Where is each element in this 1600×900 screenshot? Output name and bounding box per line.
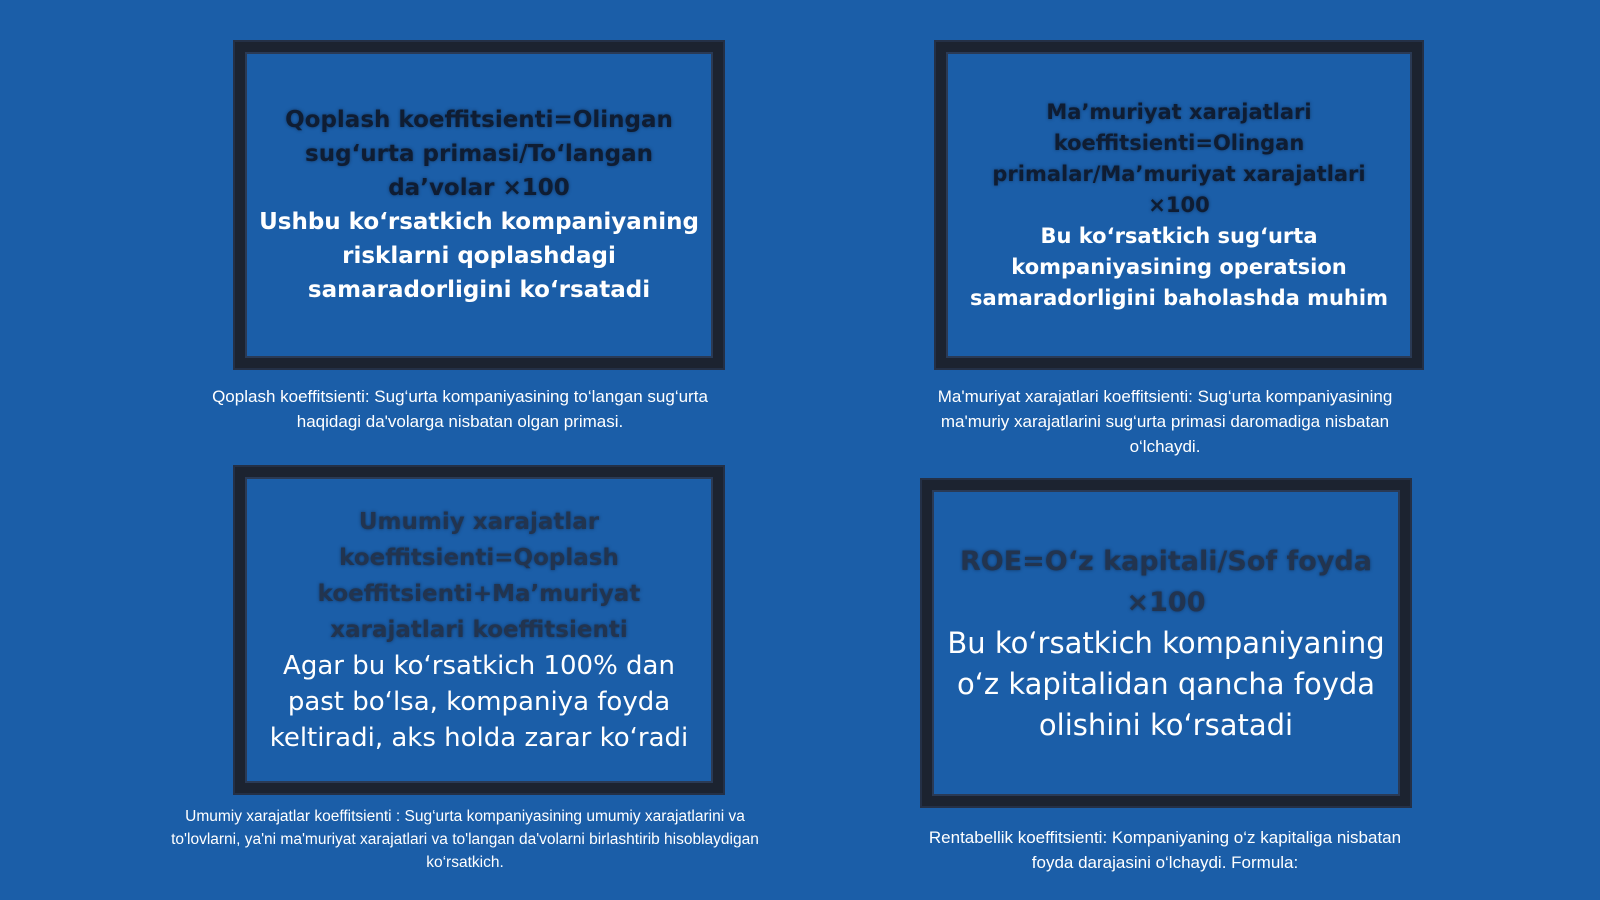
ratio-card-coverage: [235, 42, 723, 368]
admin-expenses-caption: Ma'muriyat xarajatlari koeffitsienti: Sug‘urta kompaniyasining ma'muriy xarajatlarini sug‘urta primasi daromadiga nisbatan o‘lchaydi.: [937, 387, 1393, 456]
admin-expenses-formula: Ma’muriyat xarajatlari koeffitsienti=Olingan primalar/Ma’muriyat xarajatlari ×100: [992, 99, 1366, 217]
roe-formula: ROE=O‘z kapitali/Sof foyda ×100: [960, 545, 1372, 618]
ratio-card-total-expenses: [235, 467, 723, 793]
roe-description: Bu ko‘rsatkich kompaniyaning o‘z kapitalidan qancha foyda olishini ko‘rsatadi: [947, 625, 1385, 742]
roe-caption: Rentabellik koeffitsienti: Kompaniyaning o‘z kapitaliga nisbatan foyda darajasini o‘lchaydi. Formula:: [928, 828, 1402, 872]
coverage-formula: Qoplash koeffitsienti=Olingan sug‘urta primasi/To‘langan da’volar ×100: [285, 107, 673, 201]
coverage-description: Ushbu ko‘rsatkich kompaniyaning risklarni qoplashdagi samaradorligini ko‘rsatadi: [259, 209, 699, 303]
ratio-card-roe: [922, 480, 1410, 806]
ratio-card-admin-expenses: [936, 42, 1422, 368]
total-expenses-caption: Umumiy xarajatlar koeffitsienti : Sug‘urta kompaniyasining umumiy xarajatlarini va to'lovlarni, ya'ni ma'muriyat xarajatlari va to'langan da'volarni birlashtirib hisoblaydigan ko‘rsatkich.: [171, 808, 759, 871]
total-expenses-formula: Umumiy xarajatlar koeffitsienti=Qoplash koeffitsienti+Ma’muriyat xarajatlari koeffitsienti: [317, 509, 641, 643]
total-expenses-description: Agar bu ko‘rsatkich 100% dan past bo‘lsa, kompaniya foyda keltiradi, aks holda zarar ko‘radi: [269, 651, 689, 753]
admin-expenses-description: Bu ko‘rsatkich sug‘urta kompaniyasining operatsion samaradorligini baholashda muhim: [970, 223, 1388, 310]
coverage-caption: Qoplash koeffitsienti: Sug‘urta kompaniyasining to‘langan sug‘urta haqidagi da'volarga nisbatan olgan primasi.: [212, 387, 708, 431]
